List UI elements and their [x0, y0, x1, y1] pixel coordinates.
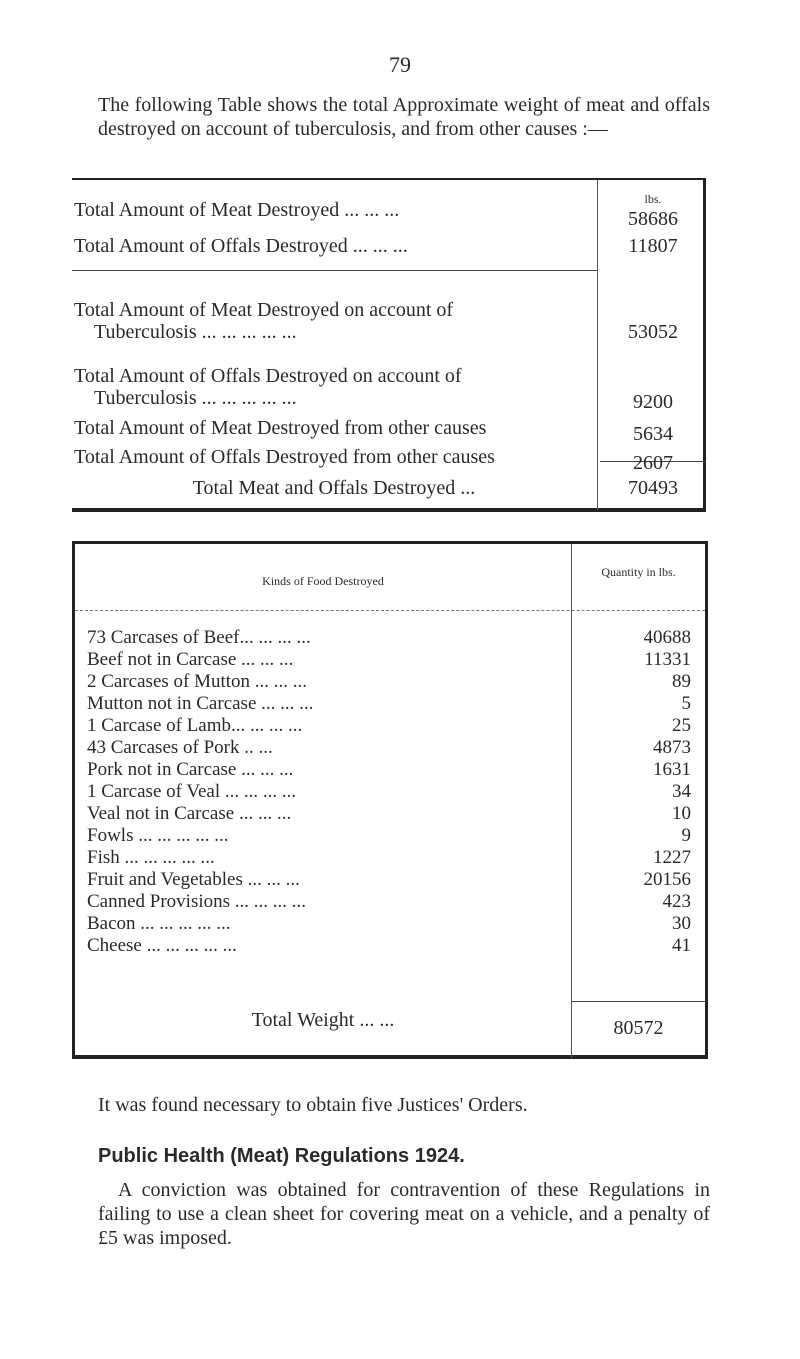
column-header-kinds: Kinds of Food Destroyed	[262, 574, 384, 588]
table-row	[75, 737, 705, 759]
table-row	[75, 781, 705, 803]
table-row	[75, 649, 705, 671]
row-label: Total Amount of Meat Destroyed from other causes	[74, 417, 487, 439]
food-quantity: 1227	[653, 847, 691, 868]
row-label-continued: Tuberculosis ... ... ... ... ...	[94, 321, 297, 343]
food-kind: Mutton not in Carcase ... ... ...	[87, 693, 314, 714]
column-header-quantity: Quantity in lbs.	[601, 565, 676, 579]
food-quantity: 9	[681, 825, 691, 846]
food-kind: 2 Carcases of Mutton ... ... ...	[87, 671, 308, 692]
food-kind: Veal not in Carcase ... ... ...	[87, 803, 292, 824]
food-quantity: 30	[672, 913, 691, 934]
food-kind: Cheese ... ... ... ... ...	[87, 935, 237, 956]
food-quantity: 34	[672, 781, 691, 802]
food-kind: 1 Carcase of Veal ... ... ... ...	[87, 781, 297, 802]
row-value: 58686	[628, 208, 678, 230]
food-kind: 43 Carcases of Pork .. ...	[87, 737, 273, 758]
table-row	[75, 759, 705, 781]
food-quantity: 89	[672, 671, 691, 692]
row-divider	[72, 270, 597, 271]
row-value: 2607	[633, 452, 673, 474]
row-label: Total Amount of Offals Destroyed on account of	[74, 365, 462, 387]
row-label: Total Amount of Offals Destroyed from other causes	[74, 446, 495, 468]
justices-orders-note: It was found necessary to obtain five Justices' Orders.	[98, 1094, 528, 1116]
food-quantity: 20156	[643, 869, 691, 890]
unit-label: lbs.	[644, 192, 662, 206]
food-kind: Fowls ... ... ... ... ...	[87, 825, 229, 846]
row-value: 11807	[628, 235, 678, 257]
total-weight-value: 80572	[613, 1017, 664, 1039]
table-row	[75, 869, 705, 891]
total-weight-label: Total Weight ... ...	[251, 1009, 395, 1031]
table-row	[75, 825, 705, 847]
food-quantity: 25	[672, 715, 691, 736]
row-value: 9200	[633, 391, 673, 413]
row-value: 5634	[633, 423, 673, 445]
food-kind: Beef not in Carcase ... ... ...	[87, 649, 294, 670]
food-kind: 1 Carcase of Lamb... ... ... ...	[87, 715, 303, 736]
food-kind: Fruit and Vegetables ... ... ...	[87, 869, 300, 890]
food-kind: Fish ... ... ... ... ...	[87, 847, 215, 868]
food-quantity: 423	[662, 891, 691, 912]
column-divider	[597, 180, 598, 510]
meat-offals-summary-table	[72, 178, 706, 512]
food-quantity: 4873	[653, 737, 691, 758]
section-heading: Public Health (Meat) Regulations 1924.	[98, 1145, 465, 1167]
food-quantity: 5	[681, 693, 691, 714]
page-number: 79	[389, 52, 411, 77]
table-row	[75, 671, 705, 693]
table-row	[75, 715, 705, 737]
table-row	[75, 913, 705, 935]
total-divider	[572, 1001, 705, 1002]
header-divider	[75, 610, 705, 611]
section-paragraph: A conviction was obtained for contravention of these Regulations in failing to use a clean sheet for covering meat on a vehicle, and a penalty of £5 was imposed.	[98, 1179, 710, 1249]
food-kind: Pork not in Carcase ... ... ...	[87, 759, 294, 780]
intro-paragraph: The following Table shows the total Approximate weight of meat and offals destroyed on account of tuberculosis, and from other causes :—	[98, 94, 710, 140]
row-label-continued: Tuberculosis ... ... ... ... ...	[94, 387, 297, 409]
food-quantity: 40688	[643, 627, 691, 648]
food-quantity: 11331	[644, 649, 691, 670]
row-label: Total Amount of Meat Destroyed ... ... ...	[74, 199, 400, 221]
row-value: 53052	[628, 321, 678, 343]
food-kind: Bacon ... ... ... ... ...	[87, 913, 231, 934]
table-row	[75, 847, 705, 869]
food-kind: 73 Carcases of Beef... ... ... ...	[87, 627, 311, 648]
table-row	[75, 803, 705, 825]
total-label: Total Meat and Offals Destroyed ...	[192, 477, 476, 499]
total-value: 70493	[628, 477, 678, 499]
row-label: Total Amount of Meat Destroyed on account of	[74, 299, 454, 321]
food-kind: Canned Provisions ... ... ... ...	[87, 891, 307, 912]
table-row	[75, 627, 705, 649]
row-label: Total Amount of Offals Destroyed ... ... ...	[74, 235, 408, 257]
food-quantity: 41	[672, 935, 691, 956]
table-row	[75, 693, 705, 715]
table-row	[75, 891, 705, 913]
food-quantity: 10	[672, 803, 691, 824]
table-row	[75, 935, 705, 957]
food-quantity: 1631	[653, 759, 691, 780]
kinds-of-food-table	[72, 541, 708, 1059]
